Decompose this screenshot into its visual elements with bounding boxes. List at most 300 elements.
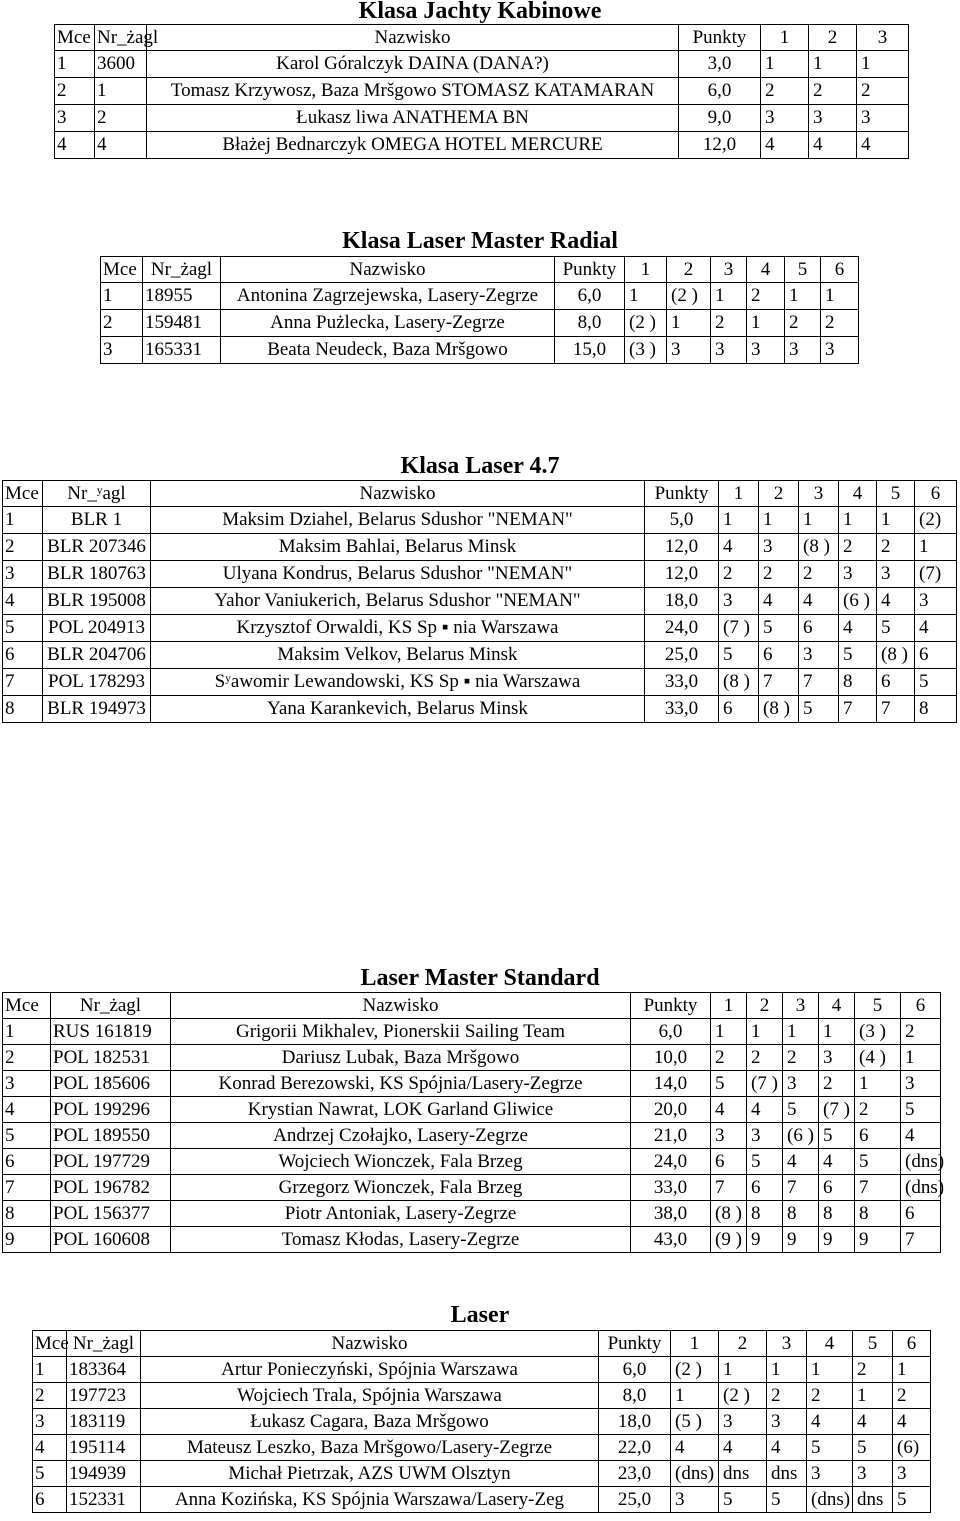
name-cell: Ulyana Kondrus, Belarus Sdushor "NEMAN" — [151, 561, 645, 588]
place-cell: 4 — [33, 1435, 67, 1461]
race-1-cell: 7 — [711, 1175, 747, 1201]
race-5-cell: dns — [853, 1487, 893, 1513]
race-3-cell: 7 — [783, 1175, 819, 1201]
points-cell: 38,0 — [631, 1201, 711, 1227]
race-5-cell: 1 — [853, 1383, 893, 1409]
race-2-cell: 1 — [759, 507, 799, 534]
results-table-laser — [32, 1330, 931, 1513]
header-name: Nazwisko — [147, 25, 679, 51]
header-place: Mce — [55, 25, 95, 51]
header-points: Punkty — [645, 481, 719, 507]
race-6-cell: 1 — [821, 283, 859, 310]
race-2-cell: 5 — [719, 1487, 767, 1513]
table-row — [55, 78, 909, 105]
points-cell: 24,0 — [631, 1149, 711, 1175]
table-row — [3, 669, 957, 696]
header-race-3: 3 — [767, 1331, 807, 1357]
name-cell: Maksim Bahlai, Belarus Minsk — [151, 534, 645, 561]
table-row — [55, 51, 909, 78]
table-row — [33, 1487, 931, 1513]
race-2-cell: 4 — [759, 588, 799, 615]
race-1-cell: 1 — [671, 1383, 719, 1409]
race-4-cell: 5 — [819, 1123, 855, 1149]
race-2-cell: 1 — [719, 1357, 767, 1383]
table-row — [33, 1461, 931, 1487]
race-4-cell: 1 — [819, 1019, 855, 1045]
header-race-4: 4 — [839, 481, 877, 507]
table-row — [55, 132, 909, 159]
race-3-cell: 7 — [799, 669, 839, 696]
header-race-4: 4 — [747, 257, 785, 283]
name-cell: Anna Pużlecka, Lasery-Zegrze — [221, 310, 555, 337]
header-race-1: 1 — [719, 481, 759, 507]
table-row — [3, 561, 957, 588]
header-name: Nazwisko — [171, 993, 631, 1019]
name-cell: Krzysztof Orwaldi, KS Sp ▪ nia Warszawa — [151, 615, 645, 642]
header-points: Punkty — [599, 1331, 671, 1357]
race-5-cell: 1 — [877, 507, 915, 534]
race-6-cell: 1 — [915, 534, 957, 561]
race-2-cell: 6 — [747, 1175, 783, 1201]
place-cell: 7 — [3, 1175, 51, 1201]
results-table-laser-master-standard — [2, 992, 945, 1253]
race-5-cell: 2 — [785, 310, 821, 337]
race-3-cell: (8 ) — [799, 534, 839, 561]
section-title-laser-master-standard: Laser Master Standard — [360, 965, 600, 991]
section-title-laser-master-radial: Klasa Laser Master Radial — [342, 228, 618, 254]
table-header-row — [101, 257, 859, 283]
race-6-cell: 4 — [901, 1123, 941, 1149]
points-cell: 20,0 — [631, 1097, 711, 1123]
name-cell: Mateusz Leszko, Baza Mršgowo/Lasery-Zegrze — [141, 1435, 599, 1461]
race-3-cell: dns — [767, 1461, 807, 1487]
table-row — [3, 696, 957, 723]
name-cell: Łukasz Cagara, Baza Mršgowo — [141, 1409, 599, 1435]
race-5-cell: 6 — [877, 669, 915, 696]
table-header-row — [55, 25, 909, 51]
race-2-cell: (8 ) — [759, 696, 799, 723]
race-6-cell: 3 — [915, 588, 957, 615]
sail-number-cell: POL 204913 — [43, 615, 151, 642]
points-cell: 12,0 — [679, 132, 761, 159]
race-5-cell: 5 — [853, 1435, 893, 1461]
points-cell: 14,0 — [631, 1071, 711, 1097]
table-row — [3, 507, 957, 534]
race-1-cell: 2 — [761, 78, 809, 105]
name-cell: Yahor Vaniukerich, Belarus Sdushor "NEMAN" — [151, 588, 645, 615]
header-race-2: 2 — [747, 993, 783, 1019]
race-5-cell: 3 — [877, 561, 915, 588]
section-title-cabin-yachts: Klasa Jachty Kabinowe — [358, 0, 602, 24]
race-2-cell: 3 — [809, 105, 857, 132]
race-4-cell: 4 — [807, 1409, 853, 1435]
sail-number-cell: POL 197729 — [51, 1149, 171, 1175]
race-6-cell: (6) — [893, 1435, 931, 1461]
table-row — [3, 1201, 941, 1227]
race-4-cell: 3 — [807, 1461, 853, 1487]
table-header-row — [3, 993, 941, 1019]
points-cell: 6,0 — [631, 1019, 711, 1045]
race-3-cell: 2 — [767, 1383, 807, 1409]
table-row — [33, 1435, 931, 1461]
header-race-2: 2 — [759, 481, 799, 507]
header-place: Mce — [33, 1331, 67, 1357]
race-4-cell: 4 — [819, 1149, 855, 1175]
points-cell: 33,0 — [645, 696, 719, 723]
table-row — [3, 588, 957, 615]
race-3-cell: 5 — [783, 1097, 819, 1123]
race-5-cell: 3 — [853, 1461, 893, 1487]
place-cell: 8 — [3, 696, 43, 723]
race-5-cell: 7 — [855, 1175, 901, 1201]
place-cell: 3 — [101, 337, 143, 364]
place-cell: 2 — [3, 1045, 51, 1071]
header-sail-number: Nr_żagl — [51, 993, 171, 1019]
race-2-cell: 4 — [719, 1435, 767, 1461]
race-2-cell: (2 ) — [667, 283, 711, 310]
header-race-5: 5 — [785, 257, 821, 283]
points-cell: 8,0 — [555, 310, 625, 337]
race-6-cell: 4 — [915, 615, 957, 642]
race-4-cell: 5 — [807, 1435, 853, 1461]
race-2-cell: 2 — [759, 561, 799, 588]
race-1-cell: (2 ) — [671, 1357, 719, 1383]
header-race-5: 5 — [853, 1331, 893, 1357]
sail-number-cell: 2 — [95, 105, 147, 132]
race-1-cell: 3 — [671, 1487, 719, 1513]
race-3-cell: 3 — [799, 642, 839, 669]
sail-number-cell: BLR 207346 — [43, 534, 151, 561]
race-1-cell: (2 ) — [625, 310, 667, 337]
table-row — [3, 1045, 941, 1071]
points-cell: 18,0 — [599, 1409, 671, 1435]
header-race-3: 3 — [711, 257, 747, 283]
sail-number-cell: BLR 1 — [43, 507, 151, 534]
header-points: Punkty — [679, 25, 761, 51]
place-cell: 4 — [55, 132, 95, 159]
results-table-laser-47 — [2, 480, 957, 723]
race-2-cell: 8 — [747, 1201, 783, 1227]
race-6-cell: 3 — [901, 1071, 941, 1097]
header-race-4: 4 — [819, 993, 855, 1019]
race-1-cell: 6 — [711, 1149, 747, 1175]
race-3-cell: 3 — [783, 1071, 819, 1097]
race-3-cell: 1 — [783, 1019, 819, 1045]
name-cell: Anna Kozińska, KS Spójnia Warszawa/Lasery-Zeg — [141, 1487, 599, 1513]
race-2-cell: 6 — [759, 642, 799, 669]
sail-number-cell: BLR 204706 — [43, 642, 151, 669]
sail-number-cell: 18955 — [143, 283, 221, 310]
header-race-6: 6 — [915, 481, 957, 507]
race-5-cell: 4 — [853, 1409, 893, 1435]
points-cell: 10,0 — [631, 1045, 711, 1071]
points-cell: 25,0 — [645, 642, 719, 669]
place-cell: 8 — [3, 1201, 51, 1227]
race-3-cell: 2 — [857, 78, 909, 105]
place-cell: 6 — [33, 1487, 67, 1513]
points-cell: 15,0 — [555, 337, 625, 364]
header-race-6: 6 — [901, 993, 941, 1019]
race-4-cell: 6 — [819, 1175, 855, 1201]
race-6-cell: 6 — [901, 1201, 941, 1227]
place-cell: 2 — [33, 1383, 67, 1409]
race-3-cell: 3 — [711, 337, 747, 364]
results-table-cabin-yachts — [54, 24, 909, 159]
points-cell: 43,0 — [631, 1227, 711, 1253]
race-6-cell: (dns) — [901, 1175, 941, 1201]
place-cell: 1 — [101, 283, 143, 310]
sail-number-cell: BLR 180763 — [43, 561, 151, 588]
name-cell: Łukasz liwa ANATHEMA BN — [147, 105, 679, 132]
points-cell: 21,0 — [631, 1123, 711, 1149]
race-1-cell: 4 — [711, 1097, 747, 1123]
race-1-cell: 6 — [719, 696, 759, 723]
race-1-cell: (5 ) — [671, 1409, 719, 1435]
race-2-cell: 3 — [667, 337, 711, 364]
sail-number-cell: POL 189550 — [51, 1123, 171, 1149]
race-3-cell: 5 — [767, 1487, 807, 1513]
sail-number-cell: 152331 — [67, 1487, 141, 1513]
race-3-cell: 3 — [767, 1409, 807, 1435]
sail-number-cell: POL 199296 — [51, 1097, 171, 1123]
name-cell: Wojciech Trala, Spójnia Warszawa — [141, 1383, 599, 1409]
name-cell: Dariusz Lubak, Baza Mršgowo — [171, 1045, 631, 1071]
race-2-cell: 9 — [747, 1227, 783, 1253]
race-1-cell: 1 — [625, 283, 667, 310]
race-4-cell: (dns) — [807, 1487, 853, 1513]
table-header-row — [33, 1331, 931, 1357]
race-6-cell: 2 — [901, 1019, 941, 1045]
place-cell: 6 — [3, 1149, 51, 1175]
race-4-cell: 3 — [747, 337, 785, 364]
race-1-cell: 1 — [761, 51, 809, 78]
race-3-cell: 6 — [799, 615, 839, 642]
sail-number-cell: 197723 — [67, 1383, 141, 1409]
place-cell: 3 — [3, 561, 43, 588]
sail-number-cell: 1 — [95, 78, 147, 105]
header-race-1: 1 — [671, 1331, 719, 1357]
race-3-cell: (6 ) — [783, 1123, 819, 1149]
points-cell: 6,0 — [679, 78, 761, 105]
race-3-cell: 4 — [857, 132, 909, 159]
race-3-cell: 4 — [783, 1149, 819, 1175]
race-1-cell: 4 — [671, 1435, 719, 1461]
race-6-cell: 5 — [915, 669, 957, 696]
race-2-cell: 2 — [747, 1045, 783, 1071]
place-cell: 6 — [3, 642, 43, 669]
sail-number-cell: POL 160608 — [51, 1227, 171, 1253]
name-cell: Michał Pietrzak, AZS UWM Olsztyn — [141, 1461, 599, 1487]
header-sail-number: Nr_ʸagl — [43, 481, 151, 507]
race-1-cell: 3 — [711, 1123, 747, 1149]
points-cell: 33,0 — [631, 1175, 711, 1201]
place-cell: 5 — [3, 1123, 51, 1149]
race-3-cell: 5 — [799, 696, 839, 723]
race-2-cell: 4 — [747, 1097, 783, 1123]
header-sail-number: Nr_żagl — [143, 257, 221, 283]
race-3-cell: 4 — [799, 588, 839, 615]
race-4-cell: 2 — [819, 1071, 855, 1097]
race-4-cell: 3 — [839, 561, 877, 588]
header-race-6: 6 — [893, 1331, 931, 1357]
race-2-cell: 5 — [747, 1149, 783, 1175]
place-cell: 1 — [3, 507, 43, 534]
name-cell: Błażej Bednarczyk OMEGA HOTEL MERCURE — [147, 132, 679, 159]
race-4-cell: 9 — [819, 1227, 855, 1253]
place-cell: 2 — [55, 78, 95, 105]
sail-number-cell: 159481 — [143, 310, 221, 337]
race-3-cell: 1 — [767, 1357, 807, 1383]
header-name: Nazwisko — [221, 257, 555, 283]
header-race-1: 1 — [711, 993, 747, 1019]
race-4-cell: (7 ) — [819, 1097, 855, 1123]
points-cell: 5,0 — [645, 507, 719, 534]
race-1-cell: (8 ) — [719, 669, 759, 696]
header-race-3: 3 — [783, 993, 819, 1019]
race-2-cell: 3 — [747, 1123, 783, 1149]
sail-number-cell: POL 196782 — [51, 1175, 171, 1201]
header-race-1: 1 — [625, 257, 667, 283]
header-race-1: 1 — [761, 25, 809, 51]
name-cell: Andrzej Czołajko, Lasery-Zegrze — [171, 1123, 631, 1149]
race-3-cell: 1 — [711, 283, 747, 310]
header-place: Mce — [3, 993, 51, 1019]
sail-number-cell: POL 185606 — [51, 1071, 171, 1097]
race-4-cell: 1 — [807, 1357, 853, 1383]
points-cell: 3,0 — [679, 51, 761, 78]
table-row — [101, 283, 859, 310]
header-sail-number: Nr_żagl — [67, 1331, 141, 1357]
race-1-cell: 2 — [711, 1045, 747, 1071]
name-cell: Konrad Berezowski, KS Spójnia/Lasery-Zegrze — [171, 1071, 631, 1097]
place-cell: 5 — [33, 1461, 67, 1487]
place-cell: 4 — [3, 588, 43, 615]
name-cell: Artur Ponieczyński, Spójnia Warszawa — [141, 1357, 599, 1383]
race-5-cell: 5 — [877, 615, 915, 642]
points-cell: 9,0 — [679, 105, 761, 132]
table-row — [3, 1019, 941, 1045]
place-cell: 1 — [3, 1019, 51, 1045]
place-cell: 2 — [101, 310, 143, 337]
points-cell: 6,0 — [555, 283, 625, 310]
race-3-cell: 1 — [799, 507, 839, 534]
table-row — [33, 1357, 931, 1383]
race-5-cell: 4 — [877, 588, 915, 615]
race-4-cell: 7 — [839, 696, 877, 723]
place-cell: 7 — [3, 669, 43, 696]
header-race-4: 4 — [807, 1331, 853, 1357]
race-2-cell: 1 — [809, 51, 857, 78]
header-race-3: 3 — [799, 481, 839, 507]
sail-number-cell: POL 182531 — [51, 1045, 171, 1071]
name-cell: Yana Karankevich, Belarus Minsk — [151, 696, 645, 723]
race-1-cell: 1 — [719, 507, 759, 534]
race-3-cell: 4 — [767, 1435, 807, 1461]
sail-number-cell: 194939 — [67, 1461, 141, 1487]
header-race-2: 2 — [719, 1331, 767, 1357]
race-3-cell: 1 — [857, 51, 909, 78]
sail-number-cell: 3600 — [95, 51, 147, 78]
race-3-cell: 8 — [783, 1201, 819, 1227]
race-1-cell: 5 — [711, 1071, 747, 1097]
race-5-cell: 1 — [785, 283, 821, 310]
race-3-cell: 2 — [799, 561, 839, 588]
race-2-cell: 7 — [759, 669, 799, 696]
name-cell: Wojciech Wionczek, Fala Brzeg — [171, 1149, 631, 1175]
race-6-cell: 3 — [821, 337, 859, 364]
table-row — [3, 1097, 941, 1123]
table-row — [3, 1175, 941, 1201]
race-1-cell: 4 — [761, 132, 809, 159]
table-row — [55, 105, 909, 132]
race-3-cell: 9 — [783, 1227, 819, 1253]
race-4-cell: 8 — [819, 1201, 855, 1227]
race-4-cell: (6 ) — [839, 588, 877, 615]
name-cell: Beata Neudeck, Baza Mršgowo — [221, 337, 555, 364]
section-title-laser-47: Klasa Laser 4.7 — [400, 453, 560, 479]
header-place: Mce — [101, 257, 143, 283]
points-cell: 6,0 — [599, 1357, 671, 1383]
race-2-cell: 2 — [809, 78, 857, 105]
name-cell: Maksim Velkov, Belarus Minsk — [151, 642, 645, 669]
header-name: Nazwisko — [151, 481, 645, 507]
race-4-cell: 2 — [807, 1383, 853, 1409]
race-6-cell: 6 — [915, 642, 957, 669]
header-race-3: 3 — [857, 25, 909, 51]
race-5-cell: 8 — [855, 1201, 901, 1227]
race-1-cell: 2 — [719, 561, 759, 588]
sail-number-cell: 165331 — [143, 337, 221, 364]
sail-number-cell: 183364 — [67, 1357, 141, 1383]
race-6-cell: 8 — [915, 696, 957, 723]
results-table-laser-master-radial — [100, 256, 859, 364]
name-cell: Piotr Antoniak, Lasery-Zegrze — [171, 1201, 631, 1227]
race-5-cell: 1 — [855, 1071, 901, 1097]
place-cell: 3 — [33, 1409, 67, 1435]
points-cell: 12,0 — [645, 534, 719, 561]
header-place: Mce — [3, 481, 43, 507]
table-row — [33, 1409, 931, 1435]
race-6-cell: 3 — [893, 1461, 931, 1487]
points-cell: 8,0 — [599, 1383, 671, 1409]
header-sail-number: Nr_żagl — [95, 25, 147, 51]
race-1-cell: (9 ) — [711, 1227, 747, 1253]
points-cell: 24,0 — [645, 615, 719, 642]
place-cell: 3 — [55, 105, 95, 132]
points-cell: 12,0 — [645, 561, 719, 588]
race-5-cell: 2 — [855, 1097, 901, 1123]
table-row — [33, 1383, 931, 1409]
race-6-cell: (2) — [915, 507, 957, 534]
race-6-cell: 5 — [901, 1097, 941, 1123]
race-4-cell: 1 — [839, 507, 877, 534]
name-cell: Karol Góralczyk DAINA (DANA?) — [147, 51, 679, 78]
header-race-2: 2 — [667, 257, 711, 283]
name-cell: Tomasz Kłodas, Lasery-Zegrze — [171, 1227, 631, 1253]
name-cell: Antonina Zagrzejewska, Lasery-Zegrze — [221, 283, 555, 310]
name-cell: Tomasz Krzywosz, Baza Mršgowo STOMASZ KATAMARAN — [147, 78, 679, 105]
name-cell: Grigorii Mikhalev, Pionerskii Sailing Team — [171, 1019, 631, 1045]
race-2-cell: 3 — [719, 1409, 767, 1435]
race-5-cell: (3 ) — [855, 1019, 901, 1045]
name-cell: Grzegorz Wionczek, Fala Brzeg — [171, 1175, 631, 1201]
race-3-cell: 2 — [783, 1045, 819, 1071]
table-row — [3, 1227, 941, 1253]
table-row — [101, 337, 859, 364]
place-cell: 3 — [3, 1071, 51, 1097]
place-cell: 1 — [33, 1357, 67, 1383]
sail-number-cell: BLR 195008 — [43, 588, 151, 615]
